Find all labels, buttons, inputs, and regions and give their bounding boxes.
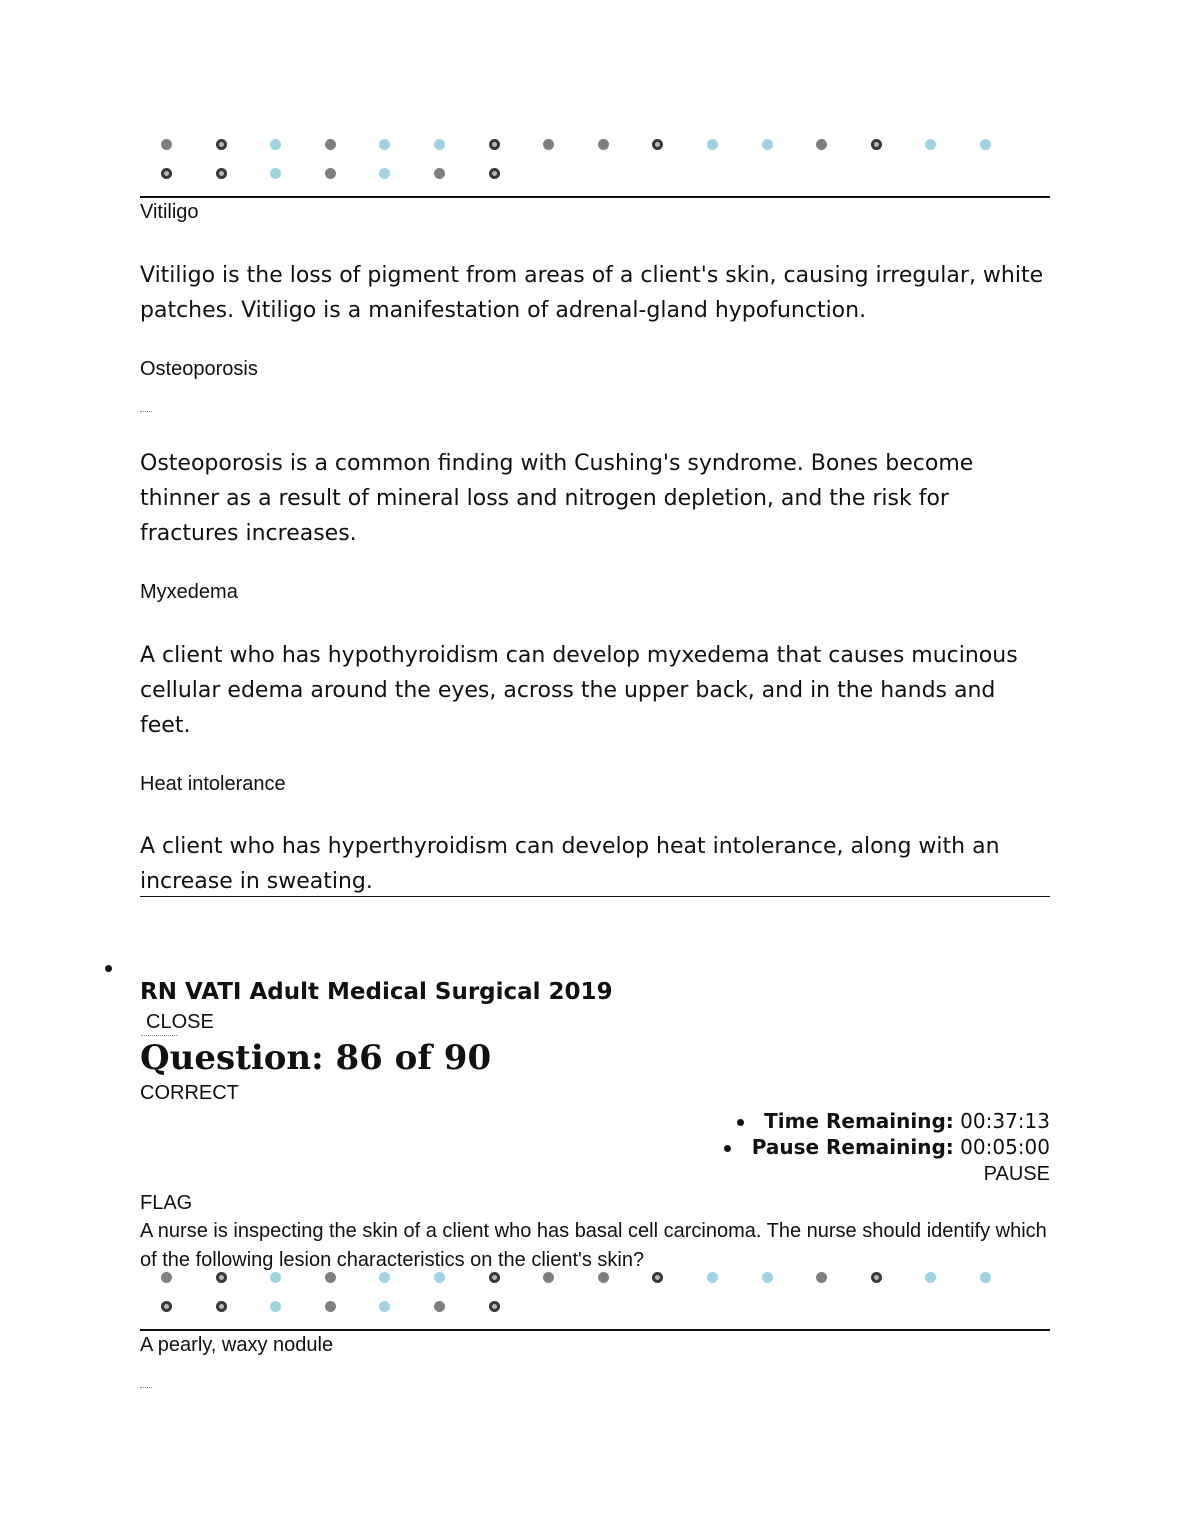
pause-remaining: [752, 1135, 1050, 1159]
time-remaining-label: Time Remaining:: [764, 1109, 954, 1133]
progress-dot: [871, 139, 882, 150]
progress-dot: [216, 168, 227, 179]
progress-dot: [325, 139, 336, 150]
option-explanation-osteoporosis: Osteoporosis is a common finding with Cushing's syndrome. Bones become thinner as a result of mineral loss and nitrogen depletion, and the risk for fractures increases.: [140, 451, 974, 546]
progress-dot: [489, 1301, 500, 1312]
progress-dot: [216, 1272, 227, 1283]
option-explanation-heat-intolerance: A client who has hyperthyroidism can develop heat intolerance, along with an increase in sweating.: [140, 834, 1000, 894]
list-bullet: [737, 1119, 744, 1126]
progress-dot: [543, 1272, 554, 1283]
option-explanation-myxedema: A client who has hypothyroidism can develop myxedema that causes mucinous cellular edema around the eyes, across the upper back, and in the hands and feet.: [140, 643, 1018, 738]
progress-dot: [489, 168, 500, 179]
progress-dot: [816, 1272, 827, 1283]
progress-dot: [652, 1272, 663, 1283]
progress-dot: [434, 139, 445, 150]
pause-remaining-label: Pause Remaining:: [751, 1135, 954, 1159]
flag-button[interactable]: FLAG: [140, 1192, 193, 1214]
option-label-heat-intolerance: Heat intolerance: [140, 773, 286, 795]
progress-dot: [489, 139, 500, 150]
progress-dot: [598, 1272, 609, 1283]
time-remaining-value: 00:37:13: [960, 1109, 1050, 1133]
divider: [140, 1329, 1050, 1331]
progress-dot: [161, 139, 172, 150]
quiz-title: RN VATI Adult Medical Surgical 2019: [140, 979, 613, 1005]
progress-dot: [270, 168, 281, 179]
progress-dot: [434, 168, 445, 179]
progress-dot: [161, 1301, 172, 1312]
option-label-myxedema: Myxedema: [140, 581, 238, 603]
progress-dot: [434, 1272, 445, 1283]
question-text: A nurse is inspecting the skin of a client who has basal cell carcinoma. The nurse should identify which of the following lesion characteristics on the client's skin?: [140, 1220, 1047, 1271]
close-button[interactable]: CLOSE: [146, 1011, 214, 1033]
progress-dot: [816, 139, 827, 150]
close-underline: [141, 1035, 177, 1036]
answer-status: CORRECT: [140, 1082, 239, 1104]
answer-marker: [140, 411, 152, 412]
divider: [140, 896, 1050, 897]
progress-dot: [270, 1272, 281, 1283]
progress-dot: [925, 1272, 936, 1283]
progress-dot: [980, 139, 991, 150]
progress-dot: [379, 1301, 390, 1312]
progress-dot: [489, 1272, 500, 1283]
divider: [140, 196, 1050, 198]
progress-dot: [325, 1272, 336, 1283]
progress-dot: [707, 139, 718, 150]
option-label-vitiligo: Vitiligo: [140, 201, 199, 223]
progress-dot: [161, 1272, 172, 1283]
pause-button[interactable]: PAUSE: [983, 1163, 1050, 1185]
list-bullet: [724, 1145, 731, 1152]
progress-dot: [598, 139, 609, 150]
progress-dot: [325, 168, 336, 179]
option-explanation-vitiligo: Vitiligo is the loss of pigment from areas of a client's skin, causing irregular, white patches. Vitiligo is a manifestation of adrenal-gland hypofunction.: [140, 263, 1044, 323]
progress-dot: [270, 139, 281, 150]
progress-dot: [379, 168, 390, 179]
progress-dot: [871, 1272, 882, 1283]
progress-dot: [762, 1272, 773, 1283]
answer-marker: [140, 1387, 152, 1388]
progress-dot: [434, 1301, 445, 1312]
progress-dot: [762, 139, 773, 150]
list-bullet: [105, 965, 112, 972]
progress-dot: [379, 1272, 390, 1283]
progress-dot: [379, 139, 390, 150]
progress-dot: [216, 139, 227, 150]
progress-dot: [270, 1301, 281, 1312]
option-label-pearly-nodule[interactable]: A pearly, waxy nodule: [140, 1334, 334, 1356]
progress-dot: [925, 139, 936, 150]
progress-dot: [980, 1272, 991, 1283]
progress-dot-strip: [140, 1272, 1050, 1332]
question-heading: Question: 86 of 90: [140, 1038, 492, 1078]
progress-dot: [161, 168, 172, 179]
option-label-osteoporosis: Osteoporosis: [140, 358, 258, 380]
time-remaining: [764, 1109, 1050, 1133]
progress-dot: [543, 139, 554, 150]
progress-dot: [216, 1301, 227, 1312]
progress-dot: [707, 1272, 718, 1283]
progress-dot: [652, 139, 663, 150]
progress-dot-strip: [140, 139, 1050, 199]
progress-dot: [325, 1301, 336, 1312]
pause-remaining-value: 00:05:00: [960, 1135, 1050, 1159]
